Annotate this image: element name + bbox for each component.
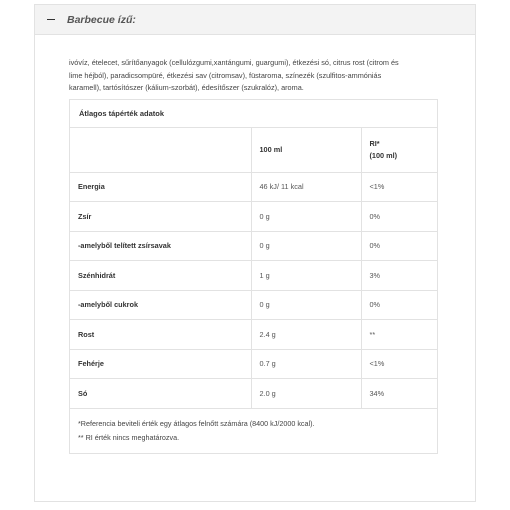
table-row bbox=[70, 172, 437, 202]
nutrient-amount: 0 g bbox=[251, 231, 361, 261]
nutrient-ri: <1% bbox=[361, 349, 437, 379]
nutrient-name: Szénhidrát bbox=[70, 261, 251, 291]
header-amount: 100 ml bbox=[251, 127, 361, 172]
nutrient-name: Fehérje bbox=[70, 349, 251, 379]
nutrient-amount: 46 kJ/ 11 kcal bbox=[251, 172, 361, 202]
footnote-ri-undefined: ** RI érték nincs meghatározva. bbox=[78, 432, 180, 442]
ingredients-line: karamell), tartósítószer (kálium-szorbát), édesítőszer (szukralóz), aroma. bbox=[69, 83, 304, 92]
nutrient-name: Zsír bbox=[70, 202, 251, 232]
collapse-minus-icon[interactable] bbox=[47, 19, 55, 20]
footnote-reference: *Referencia beviteli érték egy átlagos felnőtt számára (8400 kJ/2000 kcal). bbox=[78, 419, 315, 428]
accordion-header[interactable] bbox=[35, 5, 475, 35]
ingredients-line: ivóvíz, ételecet, sűrítőanyagok (cellulózgumi,xantángumi, guargumi), étkezési só, citrus rost (citrom és bbox=[69, 58, 399, 67]
table-row bbox=[70, 202, 437, 232]
nutrient-amount: 2.0 g bbox=[251, 379, 361, 409]
table-header-row bbox=[70, 127, 437, 172]
nutrient-ri: ** bbox=[361, 320, 437, 350]
nutrient-amount: 0.7 g bbox=[251, 349, 361, 379]
table-row bbox=[70, 320, 437, 350]
table-row bbox=[70, 231, 437, 261]
accordion-title[interactable]: Barbecue ízű: bbox=[67, 13, 136, 26]
accordion-panel bbox=[34, 4, 476, 502]
table-row bbox=[70, 290, 437, 320]
nutrient-amount: 0 g bbox=[251, 290, 361, 320]
header-empty-cell bbox=[70, 127, 251, 172]
nutrition-title: Átlagos tápérték adatok bbox=[79, 108, 165, 118]
nutrient-name: -amelyből cukrok bbox=[70, 290, 251, 320]
nutrition-table bbox=[70, 127, 437, 409]
header-ri-unit: (100 ml) bbox=[369, 151, 398, 160]
nutrient-ri: 34% bbox=[361, 379, 437, 409]
nutrient-name: Energia bbox=[70, 172, 251, 202]
nutrient-name: Só bbox=[70, 379, 251, 409]
nutrient-name: Rost bbox=[70, 320, 251, 350]
nutrient-ri: 3% bbox=[361, 261, 437, 291]
nutrient-amount: 1 g bbox=[251, 261, 361, 291]
accordion-body bbox=[35, 35, 475, 454]
ingredients-line: lime héjból), paradicsompüré, étkezési sav (citromsav), füstaroma, színezék (szulfitos-ammóniás bbox=[69, 70, 382, 80]
table-row bbox=[70, 261, 437, 291]
header-ri-label: RI* bbox=[369, 139, 380, 148]
nutrient-name: -amelyből telített zsírsavak bbox=[70, 231, 251, 261]
table-row bbox=[70, 379, 437, 409]
footnotes bbox=[70, 408, 437, 453]
nutrient-amount: 0 g bbox=[251, 202, 361, 232]
nutrient-ri: 0% bbox=[361, 202, 437, 232]
table-row bbox=[70, 349, 437, 379]
ingredients-text bbox=[69, 57, 438, 95]
nutrient-amount: 2.4 g bbox=[251, 320, 361, 350]
nutrient-ri: 0% bbox=[361, 290, 437, 320]
nutrient-ri: <1% bbox=[361, 172, 437, 202]
nutrition-table-box bbox=[69, 99, 438, 455]
header-ri bbox=[361, 127, 437, 172]
nutrient-ri: 0% bbox=[361, 231, 437, 261]
